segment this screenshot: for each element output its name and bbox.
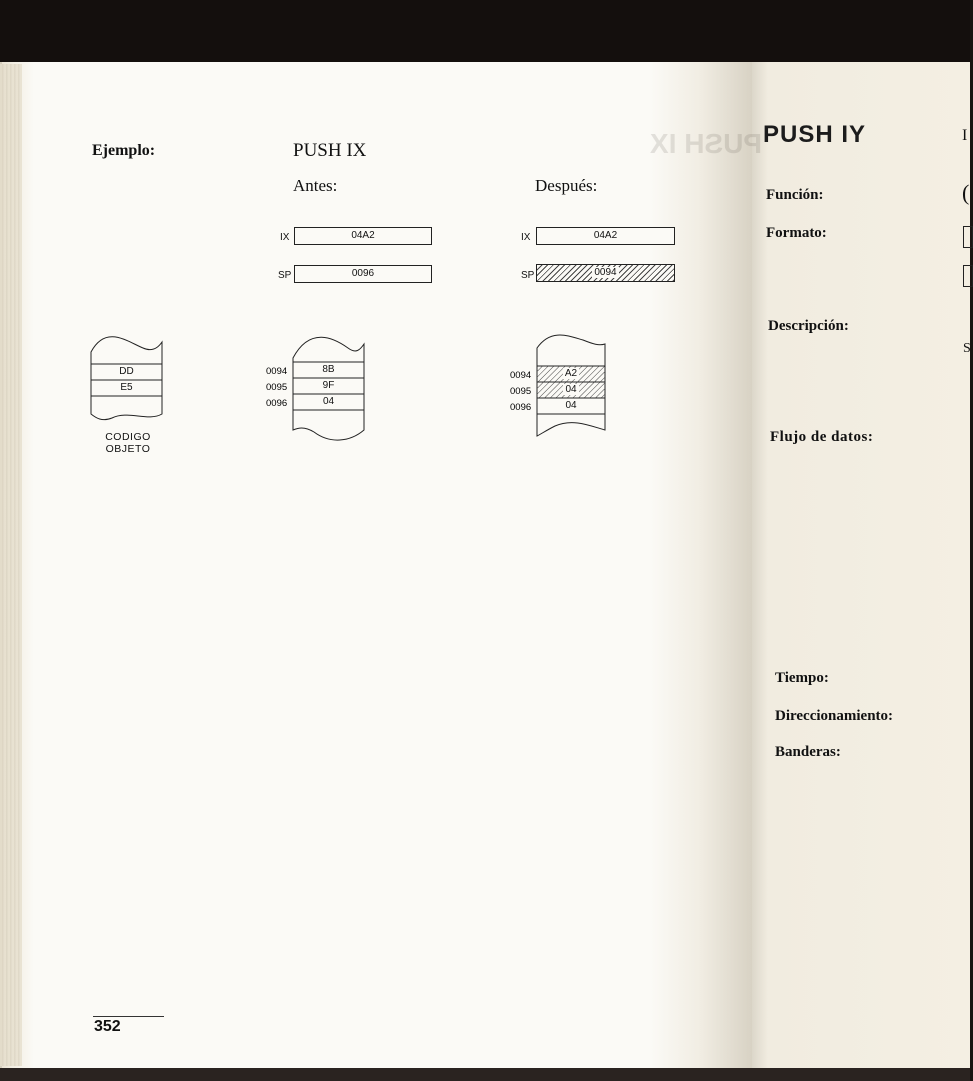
- mem-after-value-1-text: A2: [564, 368, 578, 379]
- mem-after-addr-2: 0095: [510, 386, 532, 397]
- mem-before-addr-2: 0095: [266, 382, 288, 393]
- despues-ix-value: 04A2: [593, 230, 618, 241]
- right-edge-char-2: (: [962, 180, 970, 205]
- top-background: [0, 0, 970, 68]
- object-code-caption-2: OBJETO: [105, 443, 151, 455]
- mem-before-addr-3: 0096: [266, 398, 288, 409]
- page-number: 352: [94, 1018, 121, 1035]
- mem-after-value-3: 04: [565, 400, 577, 411]
- despues-label: Después:: [535, 176, 598, 195]
- antes-sp-label: SP: [278, 270, 292, 281]
- show-through-title: PUSH IX: [650, 128, 763, 159]
- despues-ix-register: [536, 227, 675, 245]
- mem-after-value-2-text: 04: [565, 384, 577, 395]
- antes-ix-value: 04A2: [351, 230, 375, 241]
- antes-ix-register: [294, 227, 432, 245]
- descripcion-label: Descripción:: [768, 318, 849, 334]
- right-edge-char-3: S: [963, 341, 971, 356]
- page-edges: [0, 64, 22, 1066]
- ejemplo-label: Ejemplo:: [92, 142, 156, 159]
- left-page: [0, 62, 752, 1070]
- funcion-label: Función:: [766, 187, 824, 203]
- right-page-title: PUSH IY: [763, 121, 867, 148]
- antes-sp-register: [294, 265, 432, 283]
- flujo-label: Flujo de datos:: [770, 429, 874, 445]
- object-code-byte-2: E5: [120, 382, 133, 393]
- antes-label: Antes:: [293, 176, 338, 195]
- mem-after-addr-3: 0096: [510, 402, 532, 413]
- mem-before-value-3: 04: [322, 396, 335, 407]
- page-number-rule: [93, 1016, 164, 1017]
- despues-sp-register: [536, 264, 675, 282]
- despues-sp-label: SP: [521, 270, 535, 281]
- mem-after-value-2: [537, 384, 605, 395]
- banderas-label: Banderas:: [775, 744, 841, 760]
- mem-before-addr-1: 0094: [266, 366, 288, 377]
- object-code-byte-1: DD: [119, 366, 134, 377]
- bottom-background: [0, 1068, 970, 1081]
- direccionamiento-label: Direccionamiento:: [775, 708, 894, 724]
- format-box-1: [963, 226, 973, 248]
- object-code-memory: [88, 330, 166, 428]
- tiempo-label: Tiempo:: [775, 670, 829, 686]
- mem-before-value-1: 8B: [322, 364, 335, 375]
- formato-label: Formato:: [766, 225, 827, 241]
- instruction-title: PUSH IX: [293, 140, 367, 161]
- format-box-2: [963, 265, 973, 287]
- despues-sp-value: 0094: [594, 267, 617, 278]
- despues-ix-label: IX: [521, 232, 531, 243]
- antes-ix-label: IX: [280, 232, 290, 243]
- mem-after-addr-1: 0094: [510, 370, 532, 381]
- mem-before-value-2: 9F: [322, 380, 335, 391]
- right-edge-char-1: I: [962, 127, 968, 144]
- object-code-caption-1: CODIGO: [105, 431, 151, 443]
- antes-sp-value: 0096: [351, 268, 375, 279]
- mem-after-value-1: [537, 368, 605, 379]
- right-page: [738, 62, 970, 1068]
